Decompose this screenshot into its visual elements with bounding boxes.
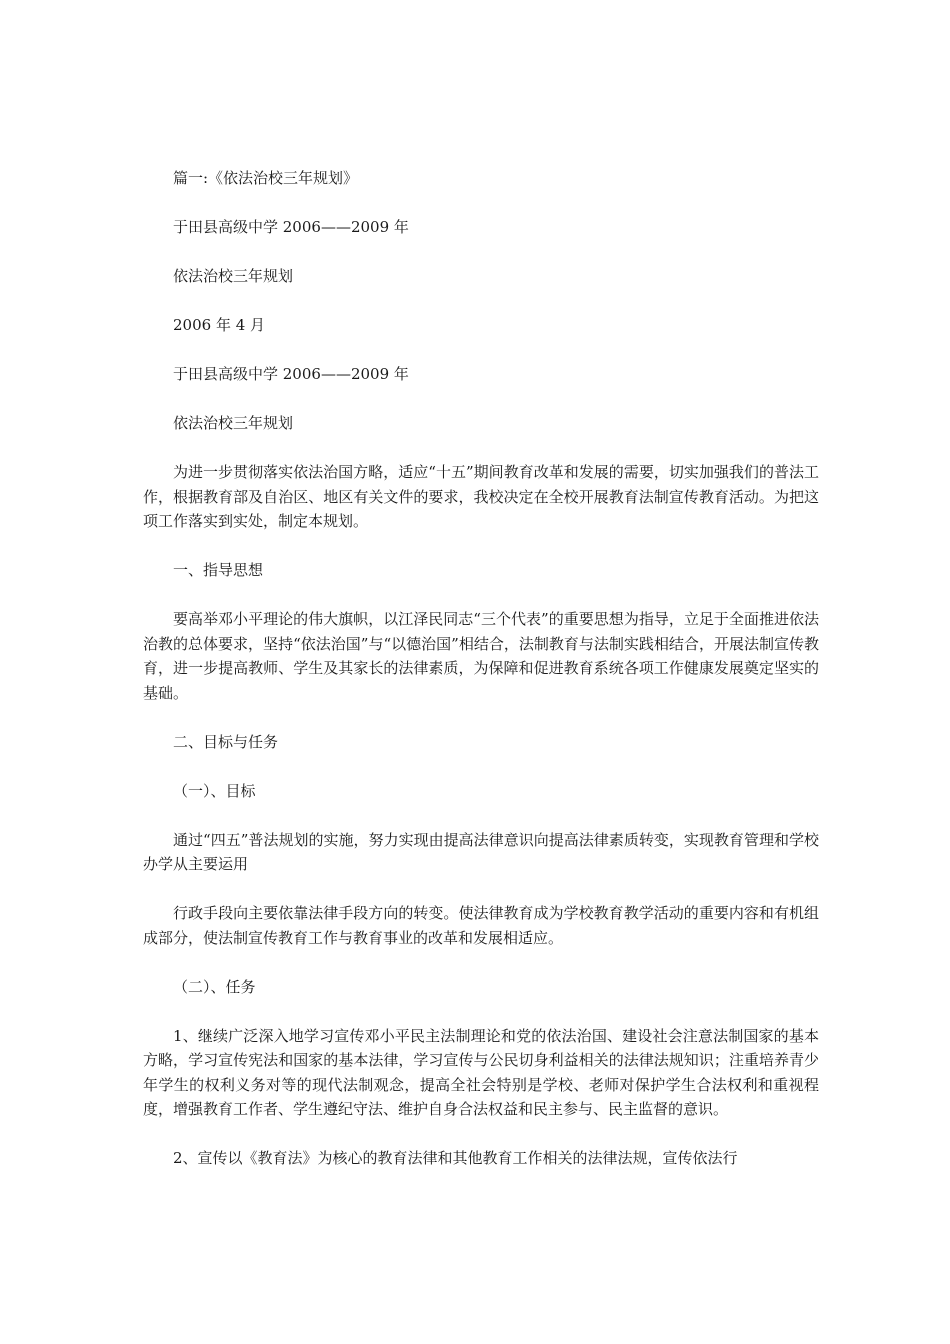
subheading-tasks: （二）、任务 (173, 977, 256, 996)
subheading-goals: （一）、目标 (173, 781, 256, 800)
guiding-thought-paragraph: 要高举邓小平理论的伟大旗帜，以江泽民同志“三个代表”的重要思想为指导，立足于全面推进依法治教的总体要求，坚持“依法治国”与“以德治国”相结合，法制教育与法制实践相结合，开展法制宣传教育，进一步提高教师、学生及其家长的法律素质，为保障和促进教育系统各项工作健康发展奠定坚实的基础。 (143, 610, 819, 702)
plan-title-line-repeat: 依法治校三年规划 (173, 414, 294, 432)
document-body (143, 166, 819, 1171)
intro-paragraph: 为进一步贯彻落实依法治国方略，适应“十五”期间教育改革和发展的需要，切实加强我们的普法工作，根据教育部及自治区、地区有关文件的要求，我校决定在全校开展教育法制宣传教育活动。为把这项工作落实到实处，制定本规划。 (143, 463, 819, 530)
task-item-1: 1、继续广泛深入地学习宣传邓小平民主法制理论和党的依法治国、建设社会注意法制国家的基本方略，学习宣传宪法和国家的基本法律，学习宣传与公民切身利益相关的法律法规知识；注重培养青少年学生的权利义务对等的现代法制观念，提高全社会特别是学校、老师对保护学生合法权利和重视程度，增强教育工作者、学生遵纪守法、维护自身合法权益和民主参与、民主监督的意识。 (143, 1026, 819, 1118)
heading-guiding-thought: 一、指导思想 (173, 561, 264, 579)
goals-paragraph-1: 通过“四五”普法规划的实施，努力实现由提高法律意识向提高法律素质转变，实现教育管理和学校办学从主要运用 (143, 830, 819, 873)
section-title: 篇一:《依法治校三年规划》 (173, 169, 359, 187)
heading-goals-and-tasks: 二、目标与任务 (173, 732, 279, 751)
task-item-2: 2、宣传以《教育法》为核心的教育法律和其他教育工作相关的法律法规，宣传依法行 (173, 1149, 738, 1167)
goals-paragraph-2: 行政手段向主要依靠法律手段方向的转变。使法律教育成为学校教育教学活动的重要内容和有机组成部分，使法制宣传教育工作与教育事业的改革和发展相适应。 (143, 904, 819, 947)
school-title-line-repeat: 于田县高级中学 2006——2009 年 (173, 365, 409, 383)
plan-title-line: 依法治校三年规划 (173, 267, 294, 285)
date-line: 2006 年 4 月 (173, 316, 266, 334)
school-title-line: 于田县高级中学 2006——2009 年 (173, 218, 409, 236)
